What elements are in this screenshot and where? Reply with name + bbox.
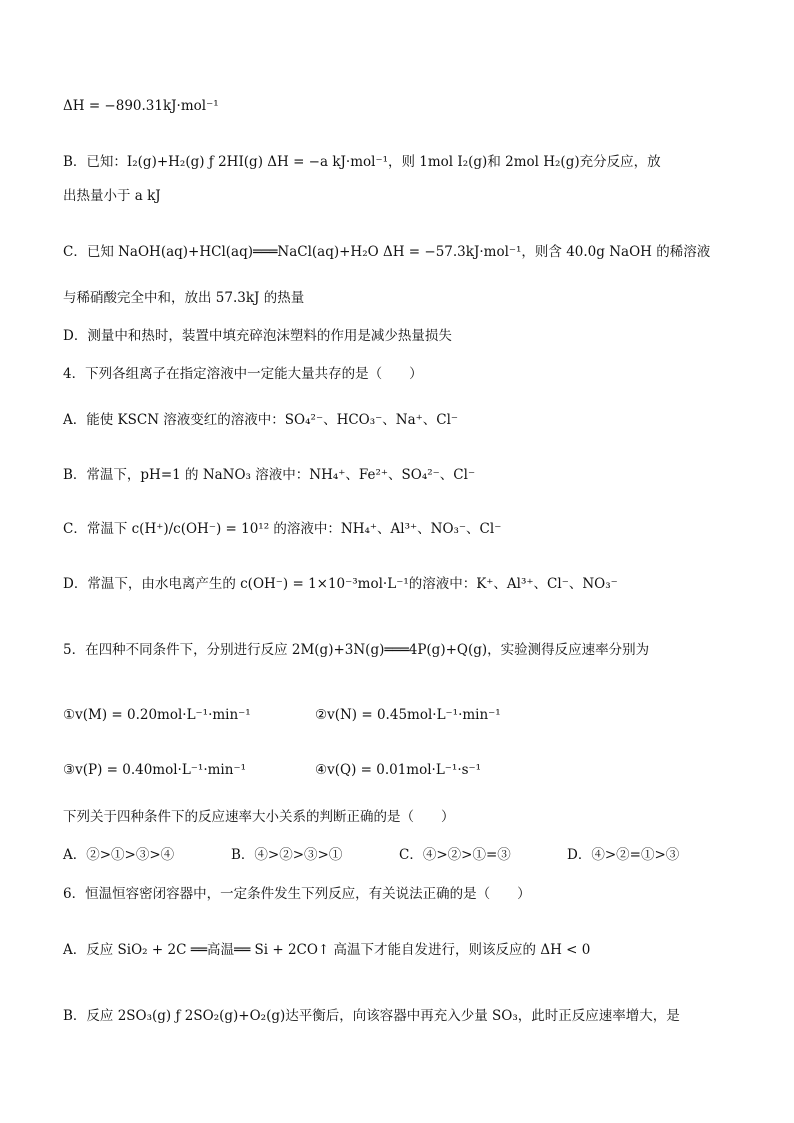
- rate-2: ②v(N) = 0.45mol·L⁻¹·min⁻¹: [315, 707, 501, 723]
- rate-row-1: [63, 704, 732, 726]
- option-3d: D．测量中和热时，装置中填充碎泡沫塑料的作用是减少热量损失: [63, 328, 452, 344]
- option-4d: D．常温下，由水电离产生的 c(OH⁻) = 1×10⁻³mol·L⁻¹的溶液中：K⁺、Al³⁺、Cl⁻、NO₃⁻: [63, 576, 618, 592]
- option-6b-line1: B．反应 2SO₃(g) ƒ 2SO₂(g)+O₂(g)达平衡后，向该容器中再充入少量 SO₃，此时正反应速率增大，是: [63, 1008, 680, 1024]
- rate-row-2: [63, 759, 732, 781]
- option-5a: A．②>①>③>④: [63, 847, 175, 863]
- question-5-stem: 5．在四种不同条件下，分别进行反应 2M(g)+3N(g)═══4P(g)+Q(g)，实验测得反应速率分别为: [63, 642, 650, 658]
- rate-1: ①v(M) = 0.20mol·L⁻¹·min⁻¹: [63, 707, 251, 723]
- option-5b: B．④>②>③>①: [231, 847, 343, 863]
- line-enthalpy-prev: ΔH = −890.31kJ·mol⁻¹: [63, 98, 219, 114]
- option-4b: B．常温下，pH=1 的 NaNO₃ 溶液中：NH₄⁺、Fe²⁺、SO₄²⁻、Cl⁻: [63, 467, 476, 483]
- question-5-options: [63, 845, 732, 865]
- option-3c-line1: C．已知 NaOH(aq)+HCl(aq)═══NaCl(aq)+H₂O ΔH = −57.3kJ·mol⁻¹，则含 40.0g NaOH 的稀溶液: [63, 244, 711, 260]
- option-6a: A．反应 SiO₂ + 2C ══高温══ Si + 2CO↑ 高温下才能自发进行，则该反应的 ΔH < 0: [63, 942, 591, 958]
- question-6-stem: 6．恒温恒容密闭容器中，一定条件发生下列反应，有关说法正确的是（ ）: [63, 886, 531, 902]
- question-5-prompt: 下列关于四种条件下的反应速率大小关系的判断正确的是（ ）: [63, 809, 455, 825]
- option-3b-line2: 出热量小于 a kJ: [63, 188, 161, 204]
- option-3b-line1: B．已知：I₂(g)+H₂(g) ƒ 2HI(g) ΔH = −a kJ·mol⁻¹，则 1mol I₂(g)和 2mol H₂(g)充分反应，放: [63, 154, 661, 170]
- rate-4: ④v(Q) = 0.01mol·L⁻¹·s⁻¹: [315, 762, 482, 778]
- option-3c-line2: 与稀硝酸完全中和，放出 57.3kJ 的热量: [63, 290, 305, 306]
- question-4-stem: 4．下列各组离子在指定溶液中一定能大量共存的是（ ）: [63, 366, 423, 382]
- rate-3: ③v(P) = 0.40mol·L⁻¹·min⁻¹: [63, 762, 246, 778]
- option-4a: A．能使 KSCN 溶液变红的溶液中：SO₄²⁻、HCO₃⁻、Na⁺、Cl⁻: [63, 412, 459, 428]
- option-4c: C．常温下 c(H⁺)/c(OH⁻) = 10¹² 的溶液中：NH₄⁺、Al³⁺、NO₃⁻、Cl⁻: [63, 521, 502, 537]
- option-5d: D．④>②=①>③: [567, 847, 680, 863]
- option-5c: C．④>②>①=③: [399, 847, 511, 863]
